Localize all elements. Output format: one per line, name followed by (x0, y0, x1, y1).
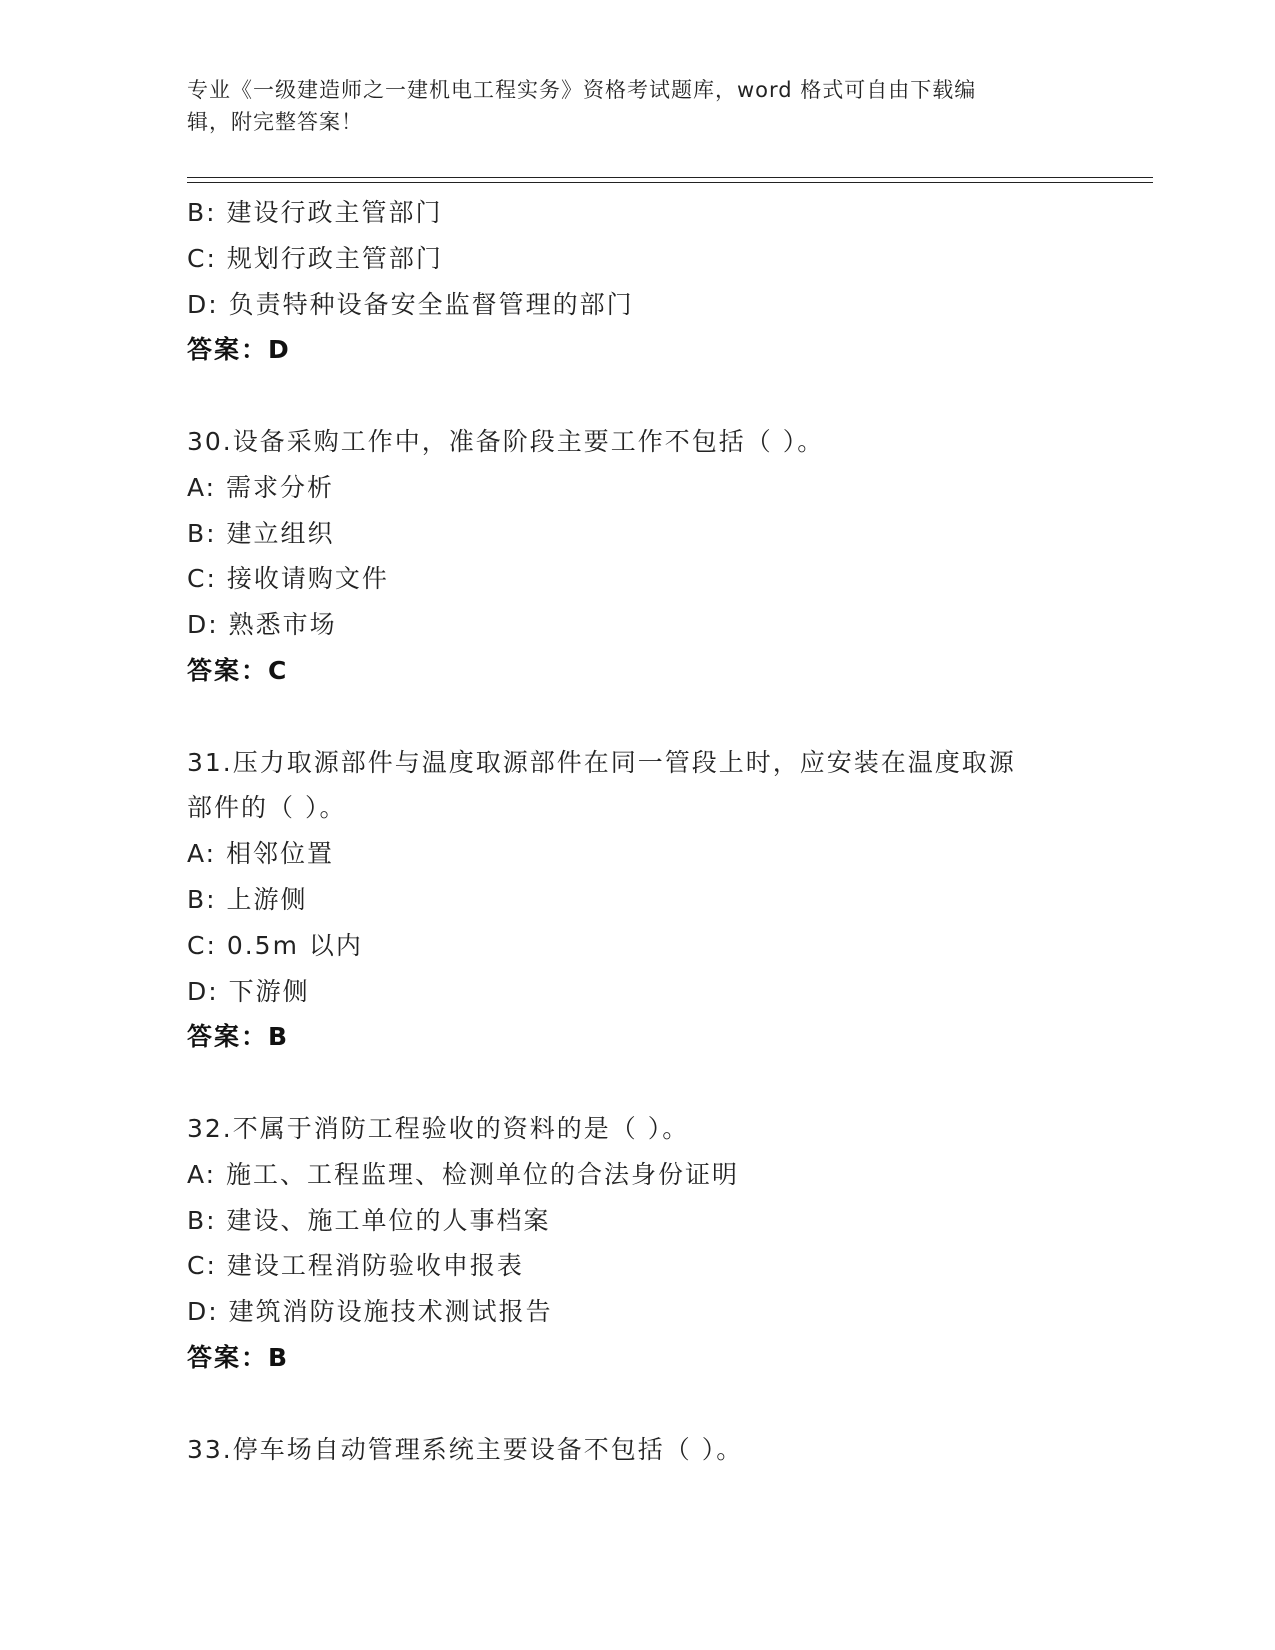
option-d: D: 熟悉市场 (187, 610, 337, 640)
option-b: B: 建设行政主管部门 (187, 198, 443, 227)
answer-line: 答案：B (187, 1022, 290, 1052)
question-32 (187, 1106, 1087, 1381)
question-stem-continued: 部件的（ ）。 (187, 793, 347, 823)
question-list (187, 190, 1087, 1472)
option-a: A: 施工、工程监理、检测单位的合法身份证明 (187, 1159, 740, 1189)
document-header (187, 74, 1067, 138)
option-a: A: 需求分析 (187, 472, 335, 502)
header-rule-top (187, 177, 1153, 178)
option-b: B: 建立组织 (187, 518, 335, 548)
question-stem: 31.压力取源部件与温度取源部件在同一管段上时，应安装在温度取源 (187, 747, 1016, 777)
question-stem: 30.设备采购工作中，准备阶段主要工作不包括（ ）。 (187, 426, 825, 456)
question-30 (187, 419, 1087, 694)
answer-line: 答案：D (187, 335, 291, 365)
option-a: A: 相邻位置 (187, 839, 335, 869)
answer-line: 答案：B (187, 1342, 290, 1372)
option-c: C: 规划行政主管部门 (187, 243, 443, 273)
question-31 (187, 740, 1087, 1061)
header-line-2: 辑，附完整答案！ (187, 110, 363, 134)
question-stem: 33.停车场自动管理系统主要设备不包括（ ）。 (187, 1434, 744, 1464)
spacer (187, 1060, 1087, 1106)
question-33 (187, 1427, 1087, 1473)
option-d: D: 负责特种设备安全监督管理的部门 (187, 289, 634, 319)
option-c: C: 建设工程消防验收申报表 (187, 1251, 524, 1281)
carryover-block (187, 190, 1087, 373)
option-c: C: 接收请购文件 (187, 564, 389, 594)
option-d: D: 下游侧 (187, 976, 310, 1006)
option-b: B: 上游侧 (187, 884, 308, 914)
option-c: C: 0.5m 以内 (187, 930, 363, 960)
spacer (187, 694, 1087, 740)
answer-line: 答案：C (187, 655, 289, 685)
option-d: D: 建筑消防设施技术测试报告 (187, 1297, 553, 1327)
header-line-1: 专业《一级建造师之一建机电工程实务》资格考试题库，word 格式可自由下载编 (187, 78, 977, 102)
spacer (187, 1381, 1087, 1427)
header-rule-bottom (187, 182, 1153, 183)
option-b: B: 建设、施工单位的人事档案 (187, 1205, 551, 1235)
spacer (187, 373, 1087, 419)
question-stem: 32.不属于消防工程验收的资料的是（ ）。 (187, 1113, 690, 1143)
